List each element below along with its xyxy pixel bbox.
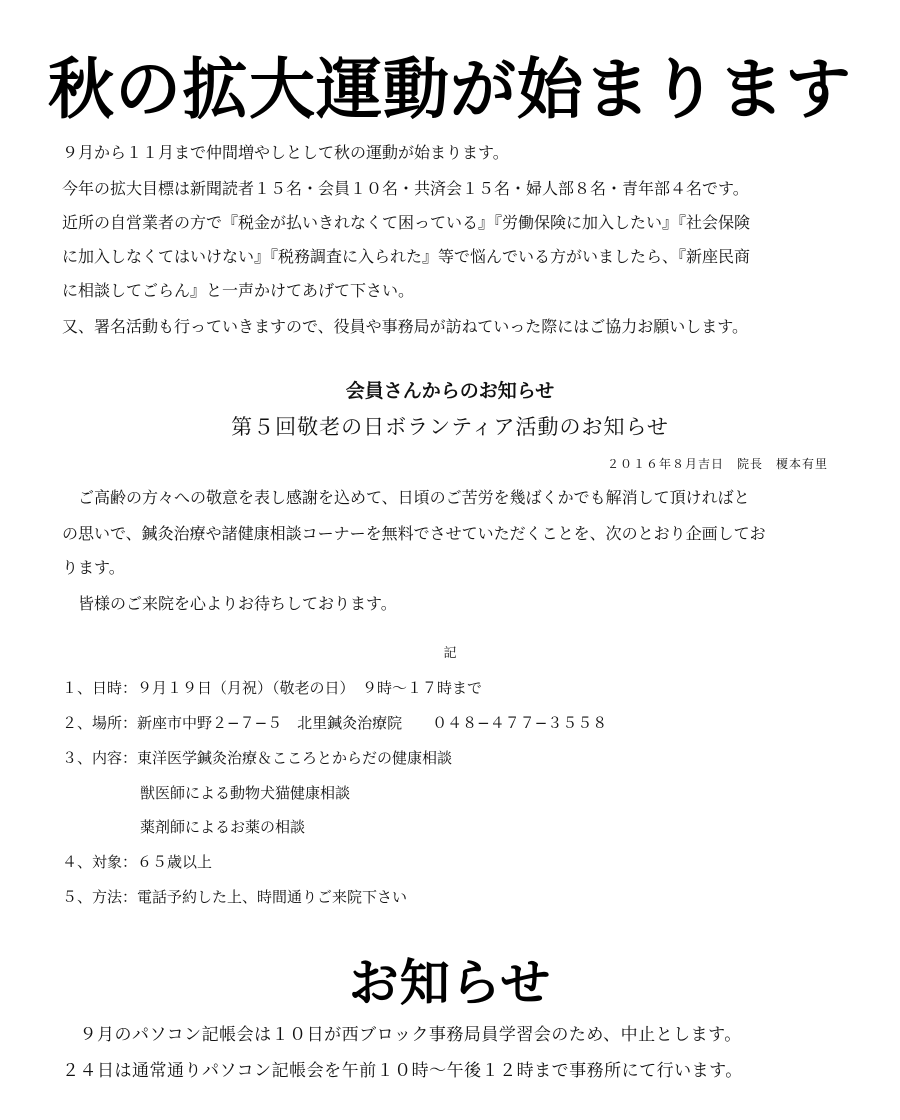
main-title: 秋の拡大運動が始まります [48,51,852,128]
dateline: ２０１６年８月吉日 院長 榎本有里 [606,457,828,471]
detail-item-target: ４、対象：６５歳以上 [62,853,213,871]
event-body-line: の思いで、鍼灸治療や諸健康相談コーナーを無料でさせていただくことを、次のとおり企画してお [62,524,766,543]
event-body-line: 皆様のご来院を心よりお待ちしております。 [62,594,397,613]
detail-item-content: ３、内容：東洋医学鍼灸治療＆こころとからだの健康相談 [62,749,453,767]
detail-item-place: ２、場所：新座市中野２−７−５ 北里鍼灸治療院 ０４８−４７７−３５５８ [62,714,608,732]
detail-item-method: ５、方法：電話予約した上、時間通りご来院下さい [62,888,408,906]
ki-mark: 記 [443,646,457,661]
intro-line: 又、署名活動も行っていきますので、役員や事務局が訪ねていった際にはご協力お願いします。 [62,317,749,336]
intro-line: に相談してごらん』と一声かけてあげて下さい。 [62,281,415,300]
member-notice-header: 会員さんからのお知らせ [345,380,555,402]
intro-line: 近所の自営業者の方で『税金が払いきれなくて困っている』『労働保険に加入したい』『社会保険 [62,213,751,232]
detail-sub-item: 獣医師による動物犬猫健康相談 [140,784,351,802]
detail-item-date: １、日時：９月１９日（月祝）（敬老の日） ９時〜１７時まで [62,679,483,697]
event-body-line: ります。 [62,558,125,577]
notice-line: ２４日は通常通りパソコン記帳会を午前１０時〜午後１２時まで事務所にて行います。 [62,1061,743,1081]
intro-line: ９月から１１月まで仲間増やしとして秋の運動が始まります。 [62,143,509,162]
intro-line: に加入しなくてはいけない』『税務調査に入られた』等で悩んでいる方がいましたら、『新座民商 [62,247,751,266]
event-body-line: ご高齢の方々への敬意を表し感謝を込めて、日頃のご苦労を幾ばくかでも解消して頂ければと [62,488,750,507]
event-title: 第５回敬老の日ボランティア活動のお知らせ [231,415,669,439]
notice-line: ９月のパソコン記帳会は１０日が西ブロック事務局員学習会のため、中止とします。 [62,1025,742,1045]
detail-sub-item: 薬剤師によるお薬の相談 [140,818,306,836]
notice-title: お知らせ [348,954,552,1012]
intro-line: 今年の拡大目標は新聞読者１５名・会員１０名・共済会１５名・婦人部８名・青年部４名です。 [62,179,749,198]
